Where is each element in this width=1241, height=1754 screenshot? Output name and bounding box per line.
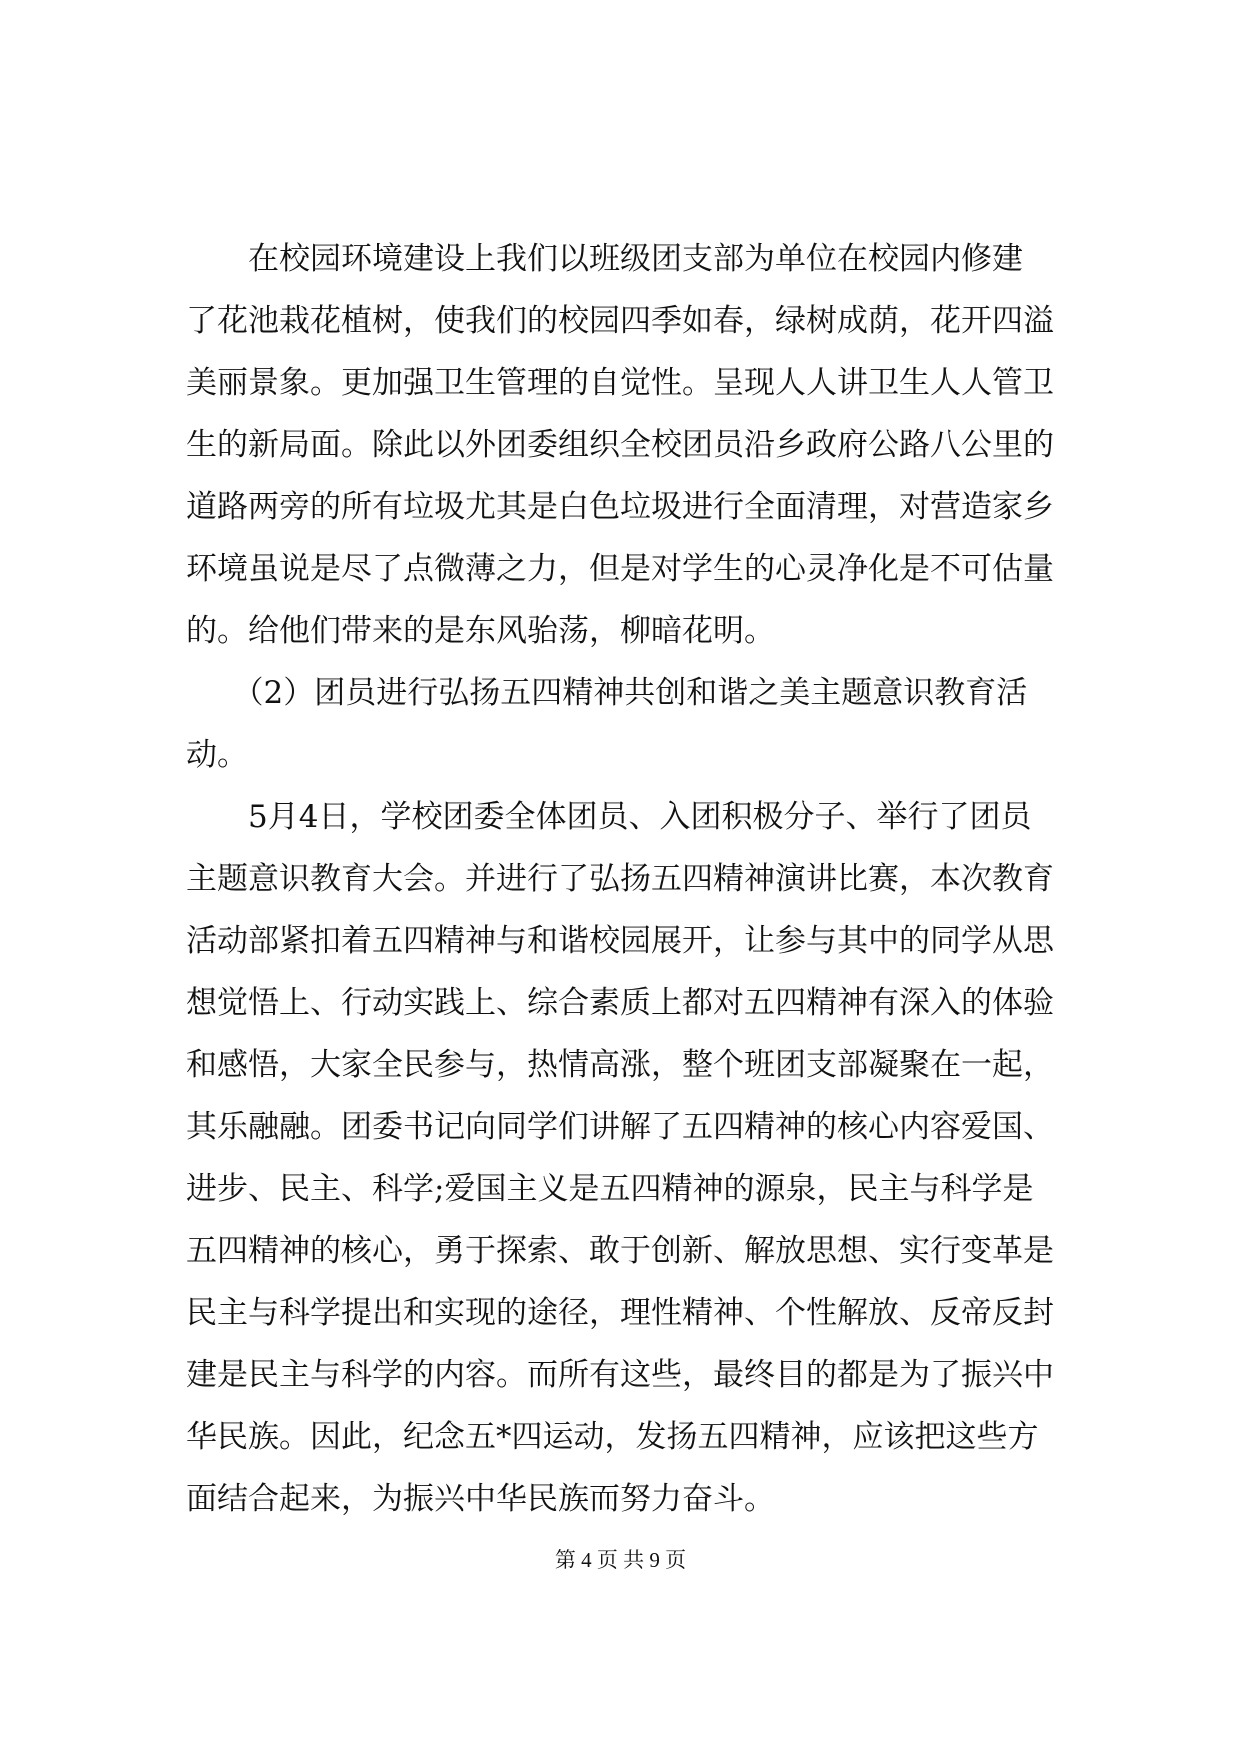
text-line: 了花池栽花植树，使我们的校园四季如春，绿树成荫，花开四溢 (186, 303, 1054, 339)
text-line: 的。给他们带来的是东风骀荡，柳暗花明。 (186, 613, 775, 649)
text-line: 五四精神的核心，勇于探索、敢于创新、解放思想、实行变革是 (186, 1233, 1054, 1269)
text-line: 5月4日，学校团委全体团员、入团积极分子、举行了团员 (186, 799, 1032, 835)
text-line: 环境虽说是尽了点微薄之力，但是对学生的心灵净化是不可估量 (186, 551, 1054, 587)
text-line: 进步、民主、科学;爱国主义是五四精神的源泉，民主与科学是 (186, 1171, 1034, 1207)
text-line: 其乐融融。团委书记向同学们讲解了五四精神的核心内容爱国、 (186, 1109, 1054, 1145)
text-line: 华民族。因此，纪念五*四运动，发扬五四精神，应该把这些方 (186, 1419, 1039, 1455)
page-number-footer: 第 4 页 共 9 页 (554, 1548, 687, 1572)
text-line: （2）团员进行弘扬五四精神共创和谐之美主题意识教育活 (186, 675, 1028, 711)
text-line: 活动部紧扣着五四精神与和谐校园展开，让参与其中的同学从思 (186, 923, 1054, 959)
text-line: 民主与科学提出和实现的途径，理性精神、个性解放、反帝反封 (186, 1295, 1054, 1331)
text-line: 动。 (186, 737, 248, 773)
text-line: 生的新局面。除此以外团委组织全校团员沿乡政府公路八公里的 (186, 427, 1054, 463)
text-line: 和感悟，大家全民参与，热情高涨，整个班团支部凝聚在一起， (186, 1047, 1054, 1083)
text-line: 建是民主与科学的内容。而所有这些，最终目的都是为了振兴中 (186, 1357, 1054, 1393)
text-line: 道路两旁的所有垃圾尤其是白色垃圾进行全面清理，对营造家乡 (186, 489, 1054, 525)
text-line: 在校园环境建设上我们以班级团支部为单位在校园内修建 (186, 241, 1023, 277)
text-line: 主题意识教育大会。并进行了弘扬五四精神演讲比赛，本次教育 (186, 861, 1054, 897)
text-line: 美丽景象。更加强卫生管理的自觉性。呈现人人讲卫生人人管卫 (186, 365, 1054, 401)
text-line: 想觉悟上、行动实践上、综合素质上都对五四精神有深入的体验 (186, 985, 1054, 1021)
text-line: 面结合起来，为振兴中华民族而努力奋斗。 (186, 1481, 775, 1517)
